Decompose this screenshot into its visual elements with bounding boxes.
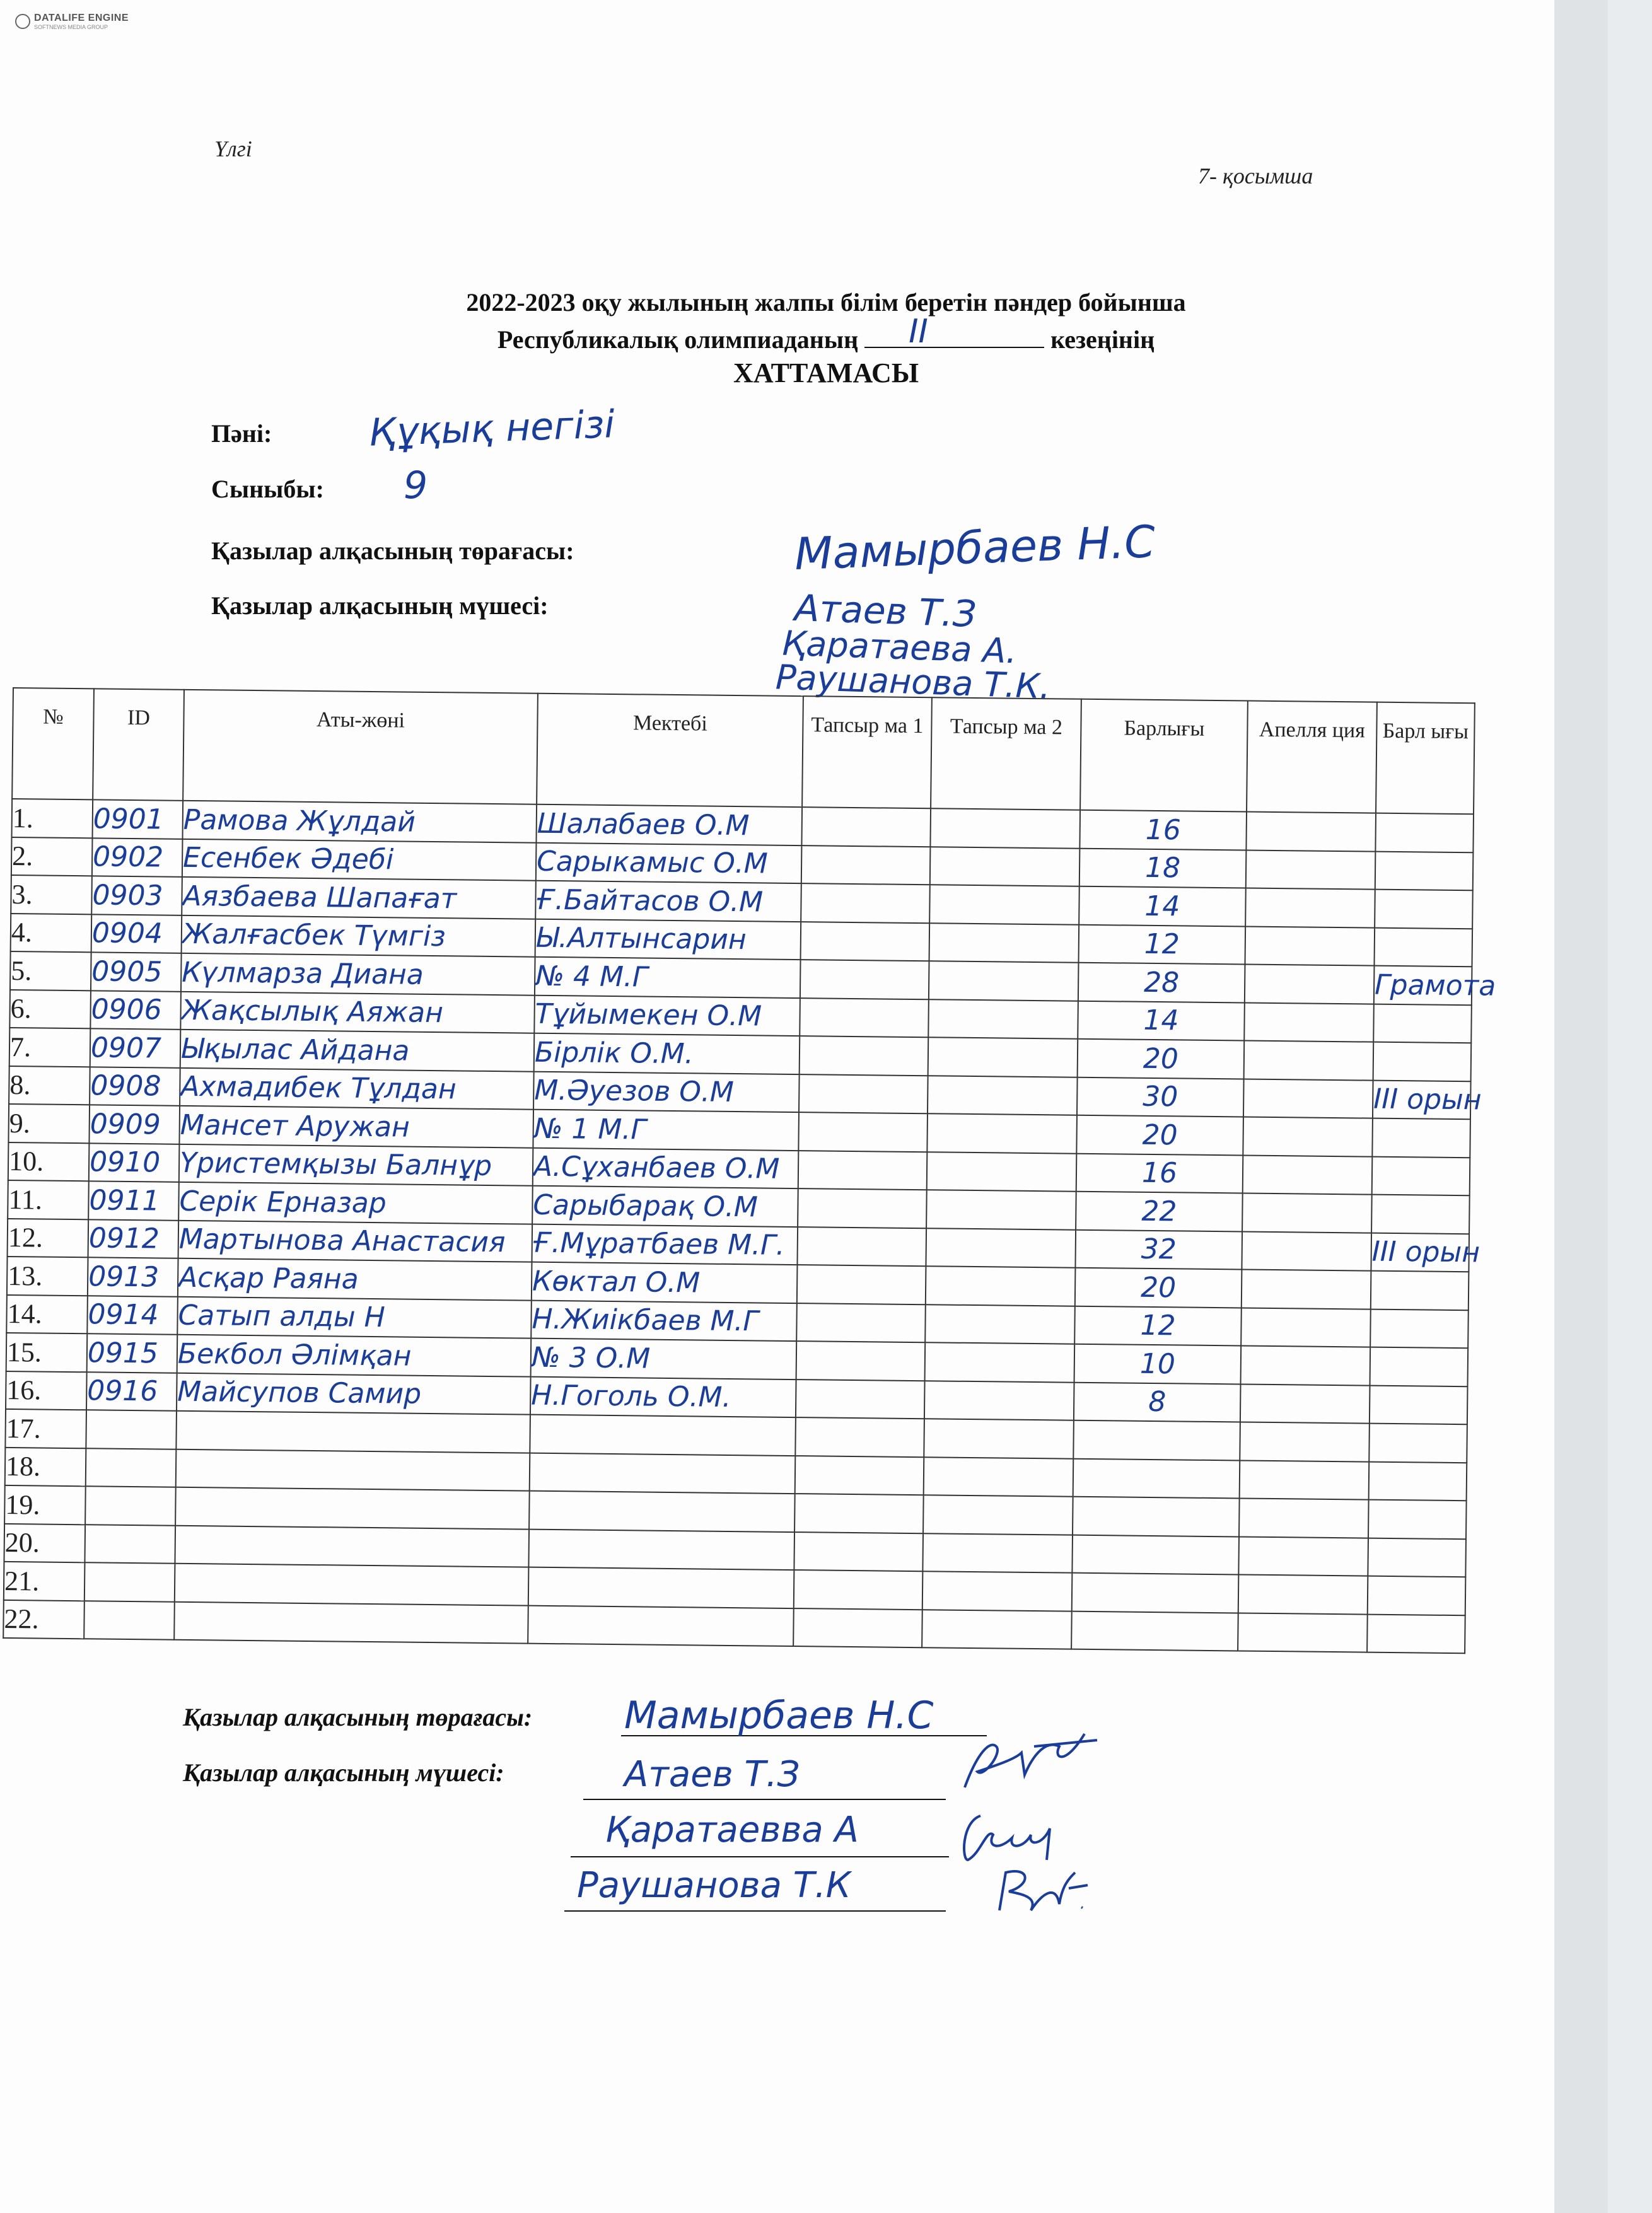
cell-school: Ы.Алтынсарин	[535, 919, 801, 960]
cell-name: Жақсылық Аяжан	[180, 991, 535, 1033]
footer-member-3: Раушанова Т.К	[577, 1865, 851, 1906]
cell-final-total	[1368, 1538, 1466, 1577]
cell-appeal	[1240, 1384, 1370, 1424]
subject-label: Пәні:	[211, 419, 272, 448]
member-1: Атаев Т.З	[793, 586, 977, 636]
cell-final-total: III орын	[1371, 1233, 1469, 1272]
cell-final-total	[1369, 1424, 1467, 1463]
col-appeal: Апелля ция	[1247, 701, 1377, 813]
cell-school	[528, 1567, 794, 1608]
cell-final-total	[1372, 1156, 1470, 1195]
cell-school: № 3 О.М	[531, 1339, 797, 1379]
cell-total: 16	[1076, 1153, 1243, 1193]
cell-task-2	[928, 1076, 1078, 1115]
cell-id: 0905	[91, 952, 182, 991]
cell-final-total	[1373, 1042, 1472, 1081]
col-number: №	[12, 688, 94, 799]
cell-final-total	[1371, 1271, 1469, 1310]
cell-total: 18	[1079, 848, 1247, 888]
cell-task-1	[801, 922, 930, 961]
col-task-2: Тапсыр ма 2	[931, 697, 1081, 810]
cell-task-1	[800, 998, 929, 1038]
cell-name	[175, 1525, 529, 1567]
cell-task-1	[797, 1265, 926, 1304]
cell-task-2	[927, 1152, 1077, 1192]
cell-id: 0915	[87, 1333, 178, 1373]
grade-value: 9	[404, 463, 428, 508]
cell-name: Рамова Жұлдай	[182, 801, 537, 842]
cell-school: Н.Гоголь О.М.	[530, 1376, 796, 1417]
footer-member-line-2	[571, 1856, 949, 1857]
cell-total: 28	[1078, 963, 1245, 1002]
cell-appeal	[1244, 1002, 1374, 1042]
cell-appeal	[1238, 1536, 1368, 1576]
cell-id	[84, 1525, 175, 1564]
subject-value: Құқық негізі	[368, 402, 616, 455]
cell-number: 20.	[4, 1523, 85, 1562]
cell-task-2	[926, 1266, 1076, 1306]
cell-number: 4.	[11, 913, 92, 952]
cell-id	[86, 1410, 177, 1449]
cell-final-total	[1370, 1385, 1468, 1424]
cell-total	[1073, 1497, 1240, 1536]
cell-appeal	[1238, 1574, 1368, 1614]
cell-name: Үристемқызы Балнұр	[179, 1144, 533, 1185]
cell-id: 0911	[88, 1181, 179, 1220]
cell-appeal	[1242, 1231, 1371, 1271]
cell-total: 14	[1078, 1001, 1245, 1040]
signature-member-1	[958, 1728, 1103, 1797]
cell-number: 6.	[9, 989, 91, 1028]
cell-task-2	[924, 1457, 1074, 1497]
cell-task-1	[800, 960, 929, 999]
cell-name: Серік Ерназар	[178, 1182, 533, 1224]
cell-total: 14	[1079, 886, 1246, 926]
cell-id: 0910	[89, 1143, 180, 1182]
col-final-total: Барл ығы	[1376, 702, 1475, 815]
cell-task-1	[795, 1456, 924, 1496]
cell-task-1	[798, 1151, 928, 1190]
cell-task-1	[799, 1074, 928, 1114]
col-task-1: Тапсыр ма 1	[802, 696, 932, 808]
cell-id: 0912	[88, 1219, 179, 1258]
cell-id: 0908	[90, 1067, 180, 1106]
cell-id: 0904	[91, 914, 182, 953]
cell-final-total	[1375, 851, 1474, 890]
cell-id: 0906	[90, 990, 181, 1030]
cell-appeal	[1243, 1155, 1373, 1195]
cell-id: 0909	[89, 1105, 180, 1144]
signature-member-2	[955, 1809, 1062, 1866]
cell-final-total	[1372, 1118, 1470, 1158]
title-line-1: 2022-2023 оқу жылының жалпы білім беретін пәндер бойынша	[466, 288, 1186, 317]
cell-task-2	[923, 1495, 1073, 1535]
cell-task-2	[929, 885, 1079, 924]
cell-task-2	[925, 1304, 1075, 1344]
cell-task-2	[925, 1342, 1075, 1382]
cell-final-total	[1367, 1614, 1465, 1653]
cell-total	[1072, 1573, 1239, 1613]
cell-total: 16	[1079, 810, 1247, 850]
footer-member-line-3	[564, 1910, 946, 1912]
signature-member-3	[993, 1860, 1094, 1917]
cell-number: 1.	[12, 799, 93, 838]
cell-number: 3.	[11, 875, 92, 914]
cell-appeal	[1243, 1079, 1373, 1118]
cell-appeal	[1244, 1040, 1374, 1080]
cell-name	[175, 1487, 530, 1529]
footer-member-label: Қазылар алқасының мүшесі:	[183, 1758, 504, 1787]
cell-final-total	[1368, 1500, 1467, 1539]
cell-number: 5.	[10, 951, 91, 990]
table-body	[3, 799, 1496, 1653]
document-title: ХАТТАМАСЫ	[733, 357, 919, 388]
cell-final-total	[1374, 927, 1472, 967]
cell-task-2	[926, 1228, 1076, 1268]
cell-task-2	[929, 961, 1079, 1001]
cell-task-1	[796, 1303, 926, 1343]
grade-label: Сыныбы:	[211, 475, 324, 503]
cell-name	[176, 1411, 530, 1453]
cell-task-1	[796, 1379, 925, 1419]
cell-school: Ғ.Мұратбаев М.Г.	[532, 1224, 798, 1265]
cell-number: 21.	[4, 1562, 85, 1601]
cell-final-total	[1369, 1461, 1467, 1501]
cell-appeal	[1240, 1422, 1370, 1461]
cell-task-1	[800, 1036, 929, 1076]
watermark-subtitle: SOFTNEWS MEDIA GROUP	[34, 24, 108, 30]
cell-number: 18.	[5, 1447, 86, 1486]
cell-appeal	[1245, 926, 1375, 966]
cell-total: 30	[1077, 1077, 1244, 1117]
cell-school	[529, 1491, 795, 1532]
cell-number: 10.	[8, 1142, 90, 1181]
cell-name	[174, 1601, 528, 1643]
col-total: Барлығы	[1080, 699, 1248, 812]
cell-id: 0916	[86, 1372, 177, 1411]
cell-id: 0907	[90, 1028, 181, 1067]
cell-number: 19.	[4, 1485, 86, 1525]
cell-name	[175, 1564, 529, 1605]
cell-name: Жалғасбек Түмгіз	[182, 915, 536, 956]
cell-task-1	[794, 1494, 924, 1533]
member-2: Қаратаева А.	[781, 623, 1018, 671]
cell-task-2	[926, 1190, 1076, 1229]
cell-id	[85, 1486, 176, 1525]
cell-school	[530, 1415, 796, 1456]
sample-label: Үлгі	[214, 136, 252, 161]
cell-number: 17.	[5, 1409, 86, 1448]
watermark-logo-icon	[15, 14, 30, 29]
watermark-brand: DATALIFE ENGINE	[34, 13, 129, 23]
cell-number: 8.	[9, 1066, 90, 1105]
chair-value: Мамырбаев Н.С	[793, 516, 1156, 580]
cell-total: 10	[1074, 1344, 1242, 1384]
cell-id: 0902	[92, 838, 183, 877]
cell-school: № 1 М.Г	[533, 1110, 799, 1151]
cell-school: А.Сұханбаев О.М	[533, 1147, 799, 1188]
cell-number: 11.	[8, 1180, 89, 1219]
cell-appeal	[1238, 1613, 1368, 1652]
title-line-2-end: кезеңінің	[1050, 325, 1155, 354]
cell-final-total	[1370, 1347, 1469, 1386]
cell-task-2	[924, 1381, 1074, 1420]
cell-task-2	[930, 847, 1080, 886]
cell-number: 7.	[9, 1028, 91, 1067]
table-header-row	[12, 688, 1475, 814]
cell-school: Бірлік О.М.	[534, 1033, 800, 1074]
footer-member-1: Атаев Т.З	[624, 1754, 800, 1795]
cell-name: Мансет Аружан	[179, 1106, 533, 1147]
cell-task-1	[801, 807, 931, 847]
cell-task-1	[797, 1227, 926, 1267]
col-school: Мектебі	[537, 694, 803, 807]
chair-label: Қазылар алқасының төрағасы:	[211, 537, 574, 565]
cell-task-1	[795, 1417, 924, 1457]
cell-task-1	[801, 883, 930, 923]
appendix-label: 7- қосымша	[1198, 163, 1313, 189]
cell-name: Мартынова Анастасия	[178, 1220, 533, 1262]
stage-value: II	[909, 313, 928, 351]
cell-total: 20	[1075, 1268, 1242, 1308]
title-line-2	[0, 313, 1652, 354]
cell-appeal	[1246, 850, 1376, 890]
cell-total: 12	[1079, 924, 1246, 964]
cell-task-2	[924, 1419, 1074, 1458]
cell-number: 2.	[11, 837, 93, 876]
col-id: ID	[93, 688, 184, 800]
cell-total: 12	[1074, 1306, 1242, 1345]
stage-blank	[864, 313, 1044, 351]
cell-id	[84, 1601, 175, 1640]
cell-task-2	[922, 1533, 1073, 1573]
cell-final-total: III орын	[1373, 1080, 1471, 1119]
cell-number: 9.	[8, 1104, 90, 1143]
cell-school: № 4 М.Г	[535, 957, 801, 998]
footer-chair-label: Қазылар алқасының төрағасы:	[183, 1703, 533, 1731]
cell-number: 16.	[6, 1371, 87, 1410]
member-label: Қазылар алқасының мүшесі:	[211, 591, 549, 620]
title-line-2-start: Республикалық олимпиаданың	[497, 325, 859, 354]
cell-appeal	[1242, 1269, 1371, 1309]
cell-final-total	[1375, 890, 1473, 929]
cell-id: 0913	[88, 1257, 178, 1296]
cell-final-total	[1371, 1195, 1470, 1234]
cell-id: 0903	[91, 876, 182, 915]
cell-name: Сатып алды Н	[177, 1296, 532, 1338]
cell-name: Ахмадибек Тұлдан	[180, 1067, 534, 1109]
cell-number: 15.	[6, 1333, 88, 1372]
cell-total: 8	[1074, 1382, 1241, 1422]
cell-total	[1073, 1458, 1240, 1498]
cell-appeal	[1245, 888, 1375, 927]
cell-task-1	[798, 1112, 928, 1152]
cell-task-2	[928, 1037, 1078, 1077]
cell-appeal	[1241, 1345, 1371, 1385]
cell-school: Ғ.Байтасов О.М	[535, 881, 801, 922]
cell-appeal	[1240, 1460, 1370, 1500]
cell-school: Тұйымекен О.М	[534, 995, 800, 1036]
cell-final-total	[1370, 1309, 1469, 1348]
cell-task-1	[794, 1570, 923, 1610]
cell-school: Н.Жиікбаев М.Г	[531, 1300, 797, 1341]
cell-school: Шалабаев О.М	[536, 804, 802, 845]
cell-school: Сарыбарақ О.М	[532, 1186, 798, 1227]
cell-id: 0914	[87, 1296, 178, 1335]
cell-task-1	[798, 1188, 927, 1228]
cell-final-total	[1375, 813, 1474, 852]
cell-task-1	[796, 1341, 926, 1381]
footer-chair-value: Мамырбаев Н.С	[624, 1693, 934, 1738]
cell-total	[1072, 1535, 1239, 1574]
cell-name: Бекбол Әлімқан	[177, 1335, 532, 1376]
cell-final-total	[1368, 1576, 1466, 1615]
cell-school	[530, 1453, 796, 1494]
cell-name: Асқар Раяна	[178, 1258, 532, 1300]
cell-final-total	[1373, 1004, 1472, 1043]
cell-task-1	[801, 845, 931, 885]
cell-name: Аязбаева Шапағат	[182, 877, 536, 919]
cell-appeal	[1239, 1498, 1369, 1538]
cell-number: 12.	[8, 1218, 89, 1257]
cell-task-2	[930, 808, 1080, 848]
cell-name: Майсупов Самир	[177, 1373, 531, 1414]
cell-total: 20	[1076, 1115, 1243, 1155]
cell-name: Есенбек Әдебі	[182, 839, 537, 880]
cell-task-1	[793, 1608, 922, 1648]
member-3: Раушанова Т.К.	[775, 657, 1052, 707]
cell-total	[1071, 1611, 1238, 1651]
cell-total	[1073, 1420, 1240, 1460]
footer-member-line-1	[583, 1799, 946, 1800]
cell-id: 0901	[93, 799, 183, 839]
cell-appeal	[1243, 1117, 1373, 1156]
cell-school: Сарыкамыс О.М	[536, 842, 802, 883]
cell-name	[176, 1449, 530, 1490]
cell-final-total: Грамота	[1374, 966, 1472, 1005]
cell-total: 20	[1078, 1039, 1245, 1079]
cell-number: 13.	[7, 1257, 88, 1296]
col-name: Аты-жөні	[183, 690, 538, 804]
cell-total: 22	[1076, 1192, 1243, 1231]
cell-number: 22.	[3, 1600, 84, 1639]
cell-number: 14.	[6, 1294, 88, 1333]
watermark	[15, 13, 129, 30]
cell-total: 32	[1075, 1229, 1242, 1269]
cell-name: Күлмарза Диана	[181, 953, 535, 995]
cell-school	[528, 1605, 794, 1646]
cell-task-1	[794, 1532, 923, 1572]
cell-appeal	[1242, 1193, 1372, 1233]
cell-id	[86, 1448, 177, 1487]
cell-task-2	[922, 1571, 1073, 1611]
cell-task-2	[927, 1113, 1077, 1153]
cell-task-2	[928, 999, 1078, 1039]
cell-school	[528, 1529, 794, 1570]
protocol-table	[3, 687, 1496, 1654]
cell-name: Ықылас Айдана	[180, 1030, 535, 1071]
footer-member-2: Қаратаевва А	[605, 1809, 859, 1850]
cell-appeal	[1241, 1308, 1371, 1347]
cell-task-2	[922, 1610, 1072, 1649]
cell-school: М.Әуезов О.М	[533, 1071, 800, 1112]
cell-appeal	[1245, 964, 1375, 1004]
cell-school: Көктал О.М	[532, 1262, 798, 1303]
cell-task-2	[929, 923, 1079, 963]
cell-appeal	[1246, 812, 1376, 852]
cell-id	[84, 1562, 175, 1601]
